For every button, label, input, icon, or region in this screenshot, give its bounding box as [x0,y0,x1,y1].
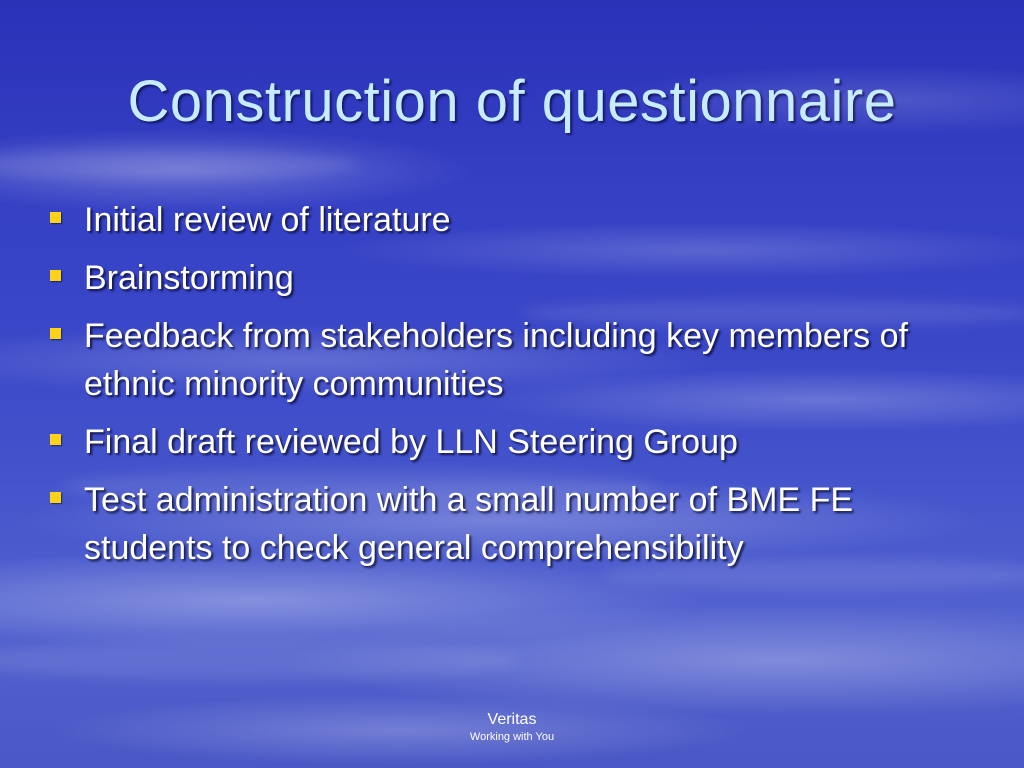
bullet-text: Feedback from stakeholders including key members of ethnic minority communities [84,317,908,403]
bullet-item [48,196,948,244]
footer-brand: Veritas [487,711,537,728]
cloud-wisp [0,150,360,180]
bullet-text: Brainstorming [84,259,294,297]
footer-tagline: Working with You [469,731,555,743]
cloud-wisp [0,640,520,680]
square-bullet-icon [50,492,61,503]
bullet-text: Final draft reviewed by LLN Steering Group [84,423,738,461]
bullet-text: Test administration with a small number of BME FE students to check general comprehensibility [84,481,854,567]
bullet-item [48,312,948,408]
bullet-item [48,418,948,466]
bullet-text: Initial review of literature [84,201,451,239]
square-bullet-icon [50,212,61,223]
bullet-item [48,476,948,572]
footer [412,710,612,744]
slide-title: Construction of questionnaire [127,69,897,134]
bullet-list [48,196,948,582]
square-bullet-icon [50,328,61,339]
bullet-item [48,254,948,302]
square-bullet-icon [50,434,61,445]
square-bullet-icon [50,270,61,281]
